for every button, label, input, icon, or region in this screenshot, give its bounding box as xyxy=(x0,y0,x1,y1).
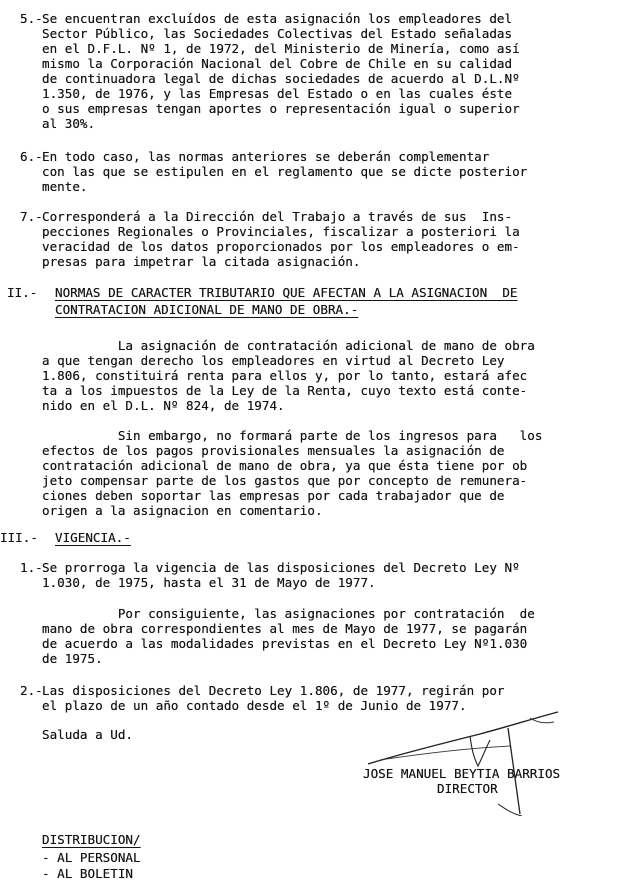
section-2-paragraph-line: origen a la asignacion en comentario. xyxy=(42,503,323,518)
section-2-title: CONTRATACION ADICIONAL DE MANO DE OBRA.- xyxy=(55,302,359,317)
item-5-line: Se encuentran excluídos de esta asignación los empleadores del xyxy=(42,11,513,26)
section-3-item-1-line: 1.030, de 1975, hasta el 31 de Mayo de 1977. xyxy=(42,575,376,590)
section-2-paragraph-line: contratación adicional de mano de obra, ya que ésta tiene por ob xyxy=(42,458,528,473)
item-5-line: o sus empresas tengan aportes o representación igual o superior xyxy=(42,101,520,116)
section-3-paragraph-line: de 1975. xyxy=(42,651,103,666)
item-6-number: 6.- xyxy=(20,149,43,164)
section-3-item-2-line: Las disposiciones del Decreto Ley 1.806, de 1977, regirán por xyxy=(42,683,505,698)
item-6-line: mente. xyxy=(42,179,88,194)
section-3-number: III.- xyxy=(0,530,38,545)
section-2-paragraph-line: La asignación de contratación adicional de mano de obra xyxy=(42,338,535,353)
closing-salutation: Saluda a Ud. xyxy=(42,727,133,742)
section-2-paragraph-line: 1.806, constituirá renta para ellos y, por lo tanto, estará afec xyxy=(42,368,528,383)
section-2-paragraph-line: ta a los impuestos de la Ley de la Renta, cuyo texto está conte- xyxy=(42,383,528,398)
distribution-header: DISTRIBUCION/ xyxy=(42,832,141,847)
item-5-line: mismo la Corporación Nacional del Cobre de Chile en su calidad xyxy=(42,56,513,71)
section-3-paragraph-line: de acuerdo a las modalidades previstas en el Decreto Ley Nº1.030 xyxy=(42,636,528,651)
section-3-paragraph-line: Por consiguiente, las asignaciones por contratación de xyxy=(42,606,535,621)
item-7-line: pecciones Regionales o Provinciales, fiscalizar a posteriori la xyxy=(42,224,520,239)
section-3-item-2-line: el plazo de un año contado desde el 1º de Junio de 1977. xyxy=(42,698,467,713)
section-3-item-1-number: 1.- xyxy=(20,560,43,575)
item-7-line: presas para impetrar la citada asignación. xyxy=(42,254,361,269)
item-5-number: 5.- xyxy=(20,11,43,26)
section-3-item-1-line: Se prorroga la vigencia de las disposiciones del Decreto Ley Nº xyxy=(42,560,520,575)
section-2-paragraph-line: a que tengan derecho los empleadores en virtud al Decreto Ley xyxy=(42,353,505,368)
item-6-line: con las que se estipulen en el reglamento que se dicte posterior xyxy=(42,164,528,179)
item-5-line: 1.350, de 1976, y las Empresas del Estado o en las cuales éste xyxy=(42,86,513,101)
item-7-line: veracidad de los datos proporcionados por los empleadores o em- xyxy=(42,239,520,254)
signatory-title: DIRECTOR xyxy=(437,781,498,796)
section-2-paragraph-line: Sin embargo, no formará parte de los ingresos para los xyxy=(42,428,543,443)
section-2-number: II.- xyxy=(7,285,38,300)
section-2-paragraph-line: jeto compensar parte de los gastos que por concepto de remunera- xyxy=(42,473,528,488)
item-5-line: de continuadora legal de dichas sociedades de acuerdo al D.L.Nº xyxy=(42,71,520,86)
distribution-item: - AL PERSONAL xyxy=(42,850,141,865)
item-7-number: 7.- xyxy=(20,209,43,224)
item-7-line: Corresponderá a la Dirección del Trabajo a través de sus Ins- xyxy=(42,209,513,224)
section-3-item-2-number: 2.- xyxy=(20,683,43,698)
distribution-item: - AL BOLETIN xyxy=(42,866,133,881)
item-6-line: En todo caso, las normas anteriores se deberán complementar xyxy=(42,149,490,164)
section-2-paragraph-line: efectos de los pagos provisionales mensuales la asignación de xyxy=(42,443,505,458)
item-5-line: al 30%. xyxy=(42,116,96,131)
section-3-paragraph-line: mano de obra correspondientes al mes de Mayo de 1977, se pagarán xyxy=(42,621,528,636)
handwritten-signature xyxy=(360,696,600,816)
section-2-paragraph-line: ciones deben soportar las empresas por cada trabajador que de xyxy=(42,488,505,503)
signatory-name: JOSE MANUEL BEYTIA BARRIOS xyxy=(363,766,561,781)
section-2-title: NORMAS DE CARACTER TRIBUTARIO QUE AFECTAN A LA ASIGNACION DE xyxy=(55,285,518,300)
item-5-line: en el D.F.L. Nº 1, de 1972, del Ministerio de Minería, como así xyxy=(42,41,520,56)
section-2-paragraph-line: nido en el D.L. Nº 824, de 1974. xyxy=(42,398,285,413)
item-5-line: Sector Público, las Sociedades Colectivas del Estado señaladas xyxy=(42,26,513,41)
section-3-title: VIGENCIA.- xyxy=(55,530,131,545)
